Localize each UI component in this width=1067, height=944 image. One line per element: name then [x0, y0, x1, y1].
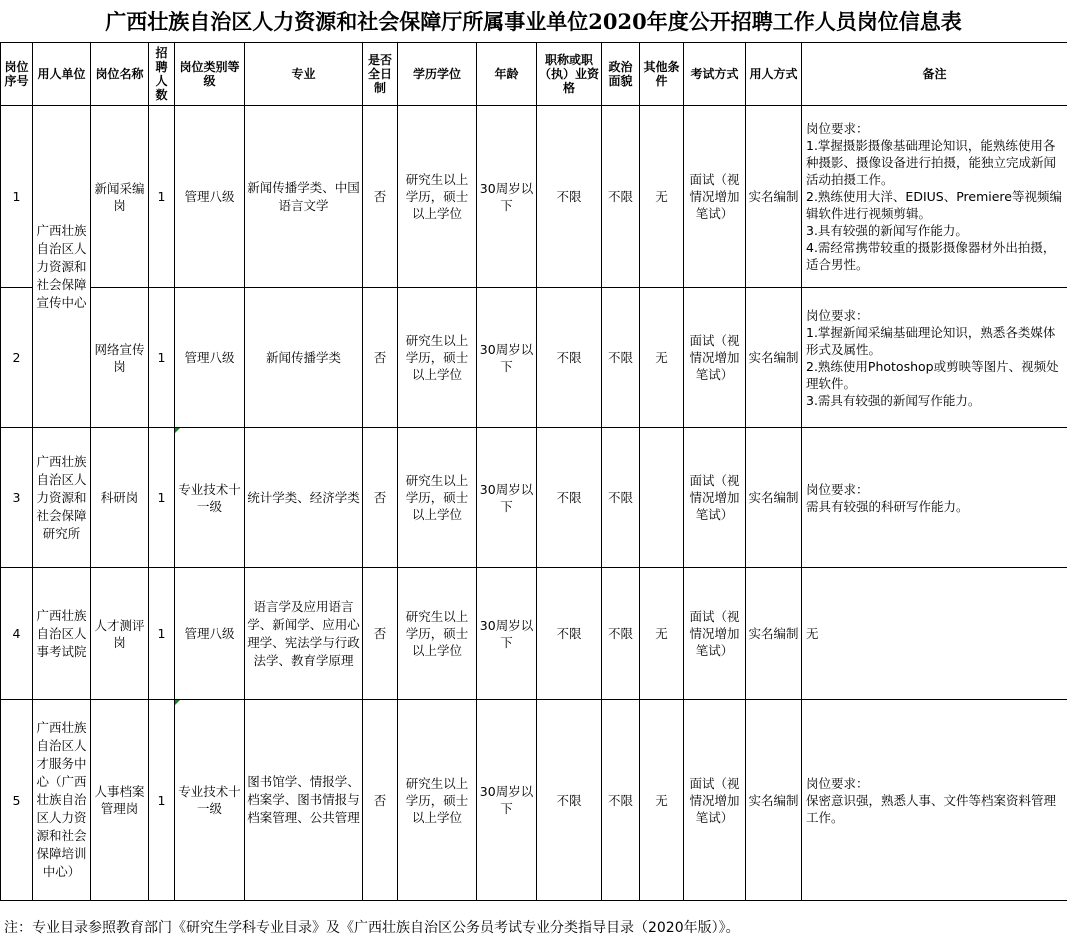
table-row: [1, 428, 1067, 568]
cell-count: 1: [149, 428, 175, 568]
cell-employ: 实名编制: [746, 700, 802, 901]
header-fulltime: 是否全日制: [363, 43, 398, 106]
cell-marker-icon: [175, 428, 180, 433]
header-employ: 用人方式: [746, 43, 802, 106]
cell-politics: 不限: [602, 428, 640, 568]
table-row: [1, 106, 1067, 288]
cell-title-req: 不限: [537, 288, 602, 428]
cell-age: 30周岁以下: [477, 428, 537, 568]
header-age: 年龄: [477, 43, 537, 106]
note-line: 无: [806, 626, 819, 641]
cell-title-req: 不限: [537, 568, 602, 700]
cell-seq: 3: [1, 428, 33, 568]
cell-notes: [802, 428, 1067, 568]
cell-unit: 广西壮族自治区人事考试院: [33, 568, 91, 700]
cell-fulltime: 否: [363, 106, 398, 288]
header-title: 职称或职（执）业资格: [537, 43, 602, 106]
header-notes: 备注: [802, 43, 1067, 106]
cell-other: [640, 428, 684, 568]
cell-fulltime: 否: [363, 428, 398, 568]
cell-degree: 研究生以上学历，硕士以上学位: [398, 428, 477, 568]
cell-other: 无: [640, 106, 684, 288]
table-header-row: [1, 43, 1067, 106]
cell-marker-icon: [175, 700, 180, 705]
cell-seq: 1: [1, 106, 33, 288]
cell-degree: 研究生以上学历，硕士以上学位: [398, 288, 477, 428]
cell-major: 语言学及应用语言学、新闻学、应用心理学、宪法学与行政法学、教育学原理: [245, 568, 363, 700]
cell-notes: [802, 700, 1067, 901]
table-row: [1, 700, 1067, 901]
header-exam: 考试方式: [684, 43, 746, 106]
cell-degree: 研究生以上学历，硕士以上学位: [398, 700, 477, 901]
cell-age: 30周岁以下: [477, 106, 537, 288]
cell-count: 1: [149, 106, 175, 288]
cell-title-req: 不限: [537, 106, 602, 288]
note-line: 需具有较强的科研写作能力。: [806, 498, 969, 514]
cell-employ: 实名编制: [746, 428, 802, 568]
note-line: 3.具有较强的新闻写作能力。: [806, 223, 968, 238]
note-line: 1.掌握摄影摄像基础理论知识，能熟练使用各种摄影、摄像设备进行拍摄，能独立完成新闻活动拍摄工作。: [806, 138, 1057, 187]
cell-employ: 实名编制: [746, 288, 802, 428]
cell-politics: 不限: [602, 700, 640, 901]
cell-grade: 管理八级: [175, 568, 245, 700]
cell-degree: 研究生以上学历，硕士以上学位: [398, 106, 477, 288]
cell-seq: 4: [1, 568, 33, 700]
note-line: 保密意识强，熟悉人事、文件等档案资料管理工作。: [806, 792, 1057, 825]
cell-grade: 管理八级: [175, 288, 245, 428]
cell-count: 1: [149, 568, 175, 700]
cell-grade-text: 专业技术十一级: [178, 481, 241, 514]
table-row: [1, 568, 1067, 700]
cell-other: 无: [640, 568, 684, 700]
cell-politics: 不限: [602, 568, 640, 700]
header-grade: 岗位类别等级: [175, 43, 245, 106]
cell-unit: 广西壮族自治区人才服务中心（广西壮族自治区人力资源和社会保障培训中心）: [33, 700, 91, 901]
note-line: 岗位要求：: [806, 481, 869, 497]
cell-age: 30周岁以下: [477, 288, 537, 428]
cell-position: 人事档案管理岗: [91, 700, 149, 901]
cell-seq: 5: [1, 700, 33, 901]
cell-grade: [175, 700, 245, 901]
page-title: 广西壮族自治区人力资源和社会保障厅所属事业单位2020年度公开招聘工作人员岗位信息表: [105, 9, 962, 34]
header-other: 其他条件: [640, 43, 684, 106]
cell-major: 统计学类、经济学类: [245, 428, 363, 568]
cell-politics: 不限: [602, 106, 640, 288]
header-degree: 学历学位: [398, 43, 477, 106]
header-count: 招聘人数: [149, 43, 175, 106]
cell-politics: 不限: [602, 288, 640, 428]
note-line: 4.需经常携带较重的摄影摄像器材外出拍摄，适合男性。: [806, 240, 1056, 272]
cell-exam: 面试（视情况增加笔试）: [684, 106, 746, 288]
cell-employ: 实名编制: [746, 568, 802, 700]
header-politics: 政治面貌: [602, 43, 640, 106]
cell-major: 新闻传播学类、中国语言文学: [245, 106, 363, 288]
cell-count: 1: [149, 700, 175, 901]
footnote: 注：专业目录参照教育部门《研究生学科专业目录》及《广西壮族自治区公务员考试专业分类指导目录（2020年版）》。: [4, 920, 740, 936]
cell-major: 新闻传播学类: [245, 288, 363, 428]
note-line: 岗位要求：: [806, 775, 869, 791]
cell-major: 图书馆学、情报学、档案学、图书情报与档案管理、公共管理: [245, 700, 363, 901]
note-line: 岗位要求：: [806, 121, 869, 136]
cell-exam: 面试（视情况增加笔试）: [684, 288, 746, 428]
cell-notes: [802, 106, 1067, 288]
cell-age: 30周岁以下: [477, 568, 537, 700]
cell-other: 无: [640, 700, 684, 901]
cell-position: 网络宣传岗: [91, 288, 149, 428]
header-position: 岗位名称: [91, 43, 149, 106]
note-line: 3.需具有较强的新闻写作能力。: [806, 392, 981, 408]
cell-notes: [802, 288, 1067, 428]
note-line: 2.熟练使用大洋、EDIUS、Premiere等视频编辑软件进行视频剪辑。: [806, 189, 1062, 221]
cell-position: 人才测评岗: [91, 568, 149, 700]
cell-title-req: 不限: [537, 700, 602, 901]
positions-table: [0, 42, 1067, 901]
header-seq: 岗位序号: [1, 43, 33, 106]
cell-grade: 管理八级: [175, 106, 245, 288]
cell-position: 新闻采编岗: [91, 106, 149, 288]
note-line: 2.熟练使用Photoshop或剪映等图片、视频处理软件。: [806, 358, 1059, 391]
cell-degree: 研究生以上学历，硕士以上学位: [398, 568, 477, 700]
cell-notes: [802, 568, 1067, 700]
cell-fulltime: 否: [363, 700, 398, 901]
cell-seq: 2: [1, 288, 33, 428]
cell-exam: 面试（视情况增加笔试）: [684, 700, 746, 901]
table-row: [1, 288, 1067, 428]
cell-exam: 面试（视情况增加笔试）: [684, 568, 746, 700]
cell-grade-text: 专业技术十一级: [178, 784, 241, 816]
cell-grade: [175, 428, 245, 568]
cell-age: 30周岁以下: [477, 700, 537, 901]
cell-other: 无: [640, 288, 684, 428]
header-unit: 用人单位: [33, 43, 91, 106]
header-major: 专业: [245, 43, 363, 106]
cell-fulltime: 否: [363, 568, 398, 700]
note-line: 岗位要求：: [806, 307, 869, 323]
cell-title-req: 不限: [537, 428, 602, 568]
cell-unit: 广西壮族自治区人力资源和社会保障研究所: [33, 428, 91, 568]
cell-employ: 实名编制: [746, 106, 802, 288]
cell-exam: 面试（视情况增加笔试）: [684, 428, 746, 568]
cell-position: 科研岗: [91, 428, 149, 568]
note-line: 1.掌握新闻采编基础理论知识，熟悉各类媒体形式及属性。: [806, 324, 1056, 357]
cell-fulltime: 否: [363, 288, 398, 428]
cell-unit: 广西壮族自治区人力资源和社会保障宣传中心: [33, 106, 91, 428]
cell-count: 1: [149, 288, 175, 428]
